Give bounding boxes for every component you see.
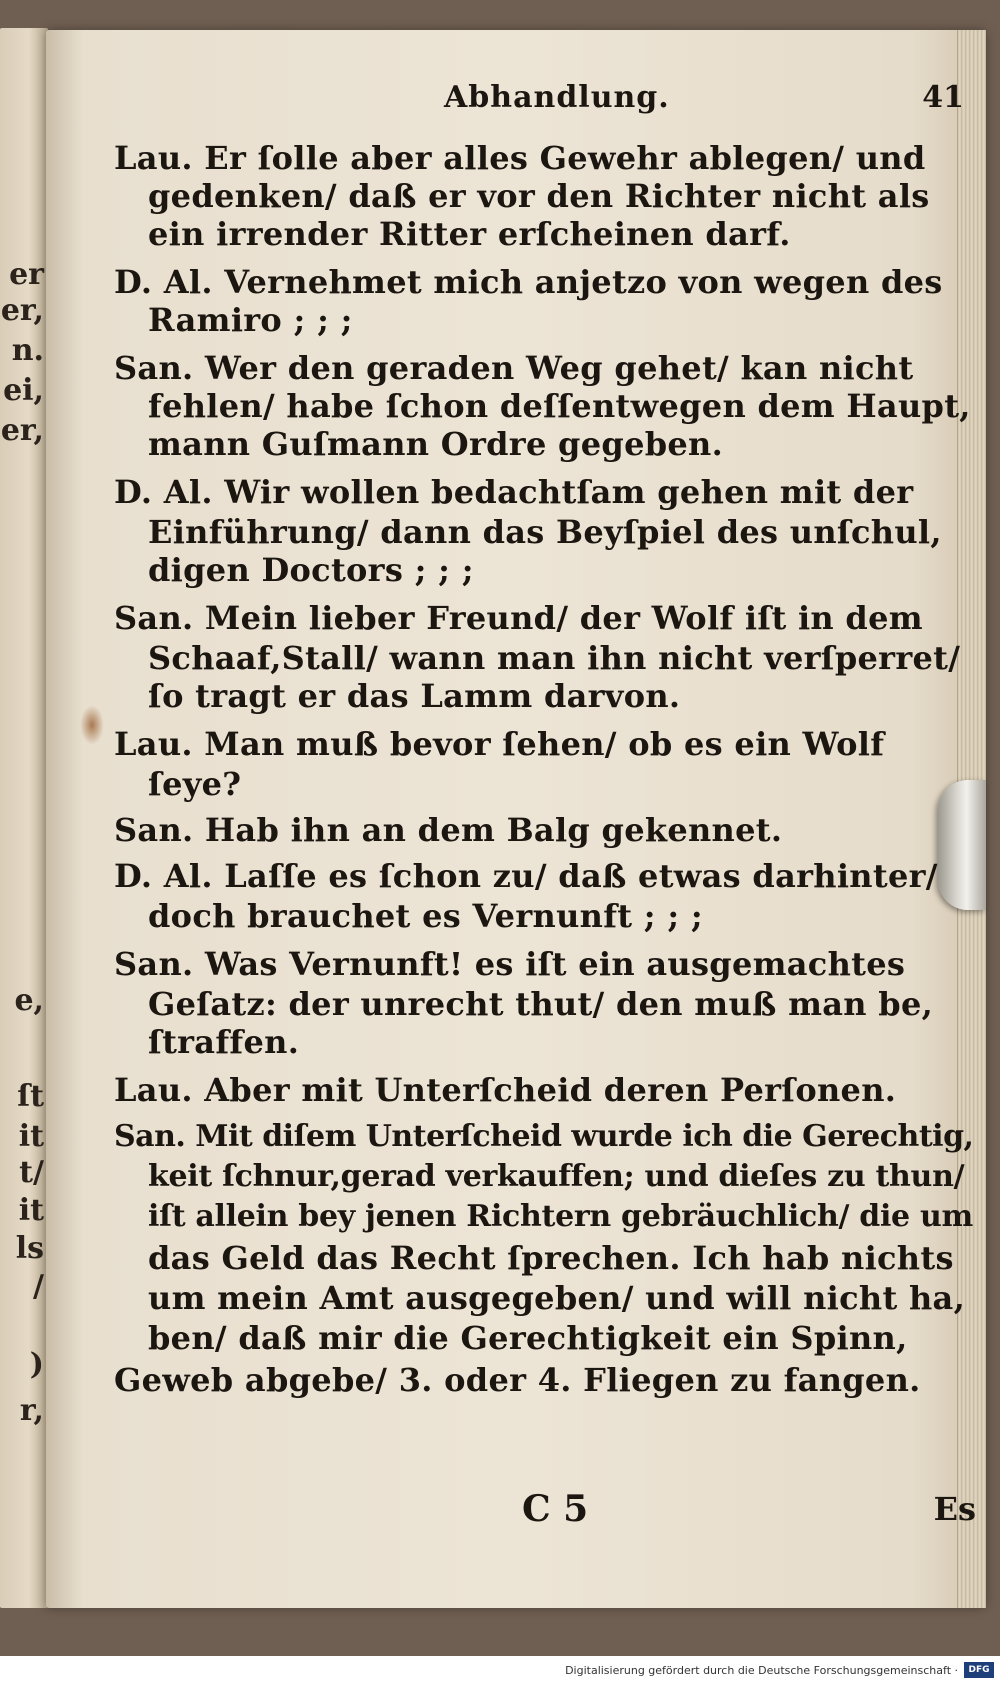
- left-fragment: t/: [19, 1155, 44, 1190]
- text-line: Lau. Er ſolle aber alles Gewehr ablegen/ und: [114, 139, 926, 177]
- text-line: San. Hab ihn an dem Balg gekennet.: [114, 811, 783, 849]
- text-line: D. Al. Vernehmet mich anjetzo von wegen des: [114, 263, 943, 301]
- text-line: Geſatz: der unrecht thut/ den muß man be,: [148, 985, 934, 1023]
- left-fragment: ): [29, 1347, 44, 1382]
- text-line: San. Mein lieber Freund/ der Wolf iſt in dem: [114, 599, 923, 637]
- text-line: das Geld das Recht ſprechen. Ich hab nichts: [148, 1239, 954, 1277]
- left-page-edge: [0, 28, 48, 1608]
- page-clip: [938, 780, 986, 910]
- left-fragment: it: [18, 1193, 44, 1228]
- dfg-logo-icon: DFG: [964, 1662, 994, 1678]
- text-line: ſeye?: [148, 765, 242, 803]
- text-line: San. Mit diſem Unterſcheid wurde ich die Gerechtig,: [114, 1119, 974, 1154]
- footer: [0, 1656, 1000, 1688]
- left-fragment: er,: [0, 293, 44, 328]
- text-line: doch brauchet es Vernunft ; ; ;: [148, 897, 704, 935]
- catchword: Es: [933, 1490, 976, 1528]
- left-fragment: ſt: [17, 1079, 44, 1114]
- text-line: mann Guſmann Ordre gegeben.: [148, 425, 724, 463]
- left-fragment: e,: [14, 983, 44, 1018]
- running-header: [114, 80, 984, 130]
- signature-mark: C 5: [522, 1488, 589, 1530]
- left-fragment: ei,: [3, 373, 44, 408]
- text-line: keit ſchnur,gerad verkauffen; und dieſes zu thun/: [148, 1159, 965, 1194]
- text-line: ſo tragt er das Lamm darvon.: [148, 677, 681, 715]
- text-line: digen Doctors ; ; ;: [148, 551, 474, 589]
- text-line: um mein Amt ausgegeben/ und will nicht ha,: [148, 1279, 966, 1317]
- page-number: 41: [922, 80, 964, 115]
- text-line: Einführung/ dann das Beyſpiel des unſchul,: [148, 513, 942, 551]
- text-line: ſtraffen.: [148, 1023, 300, 1061]
- text-line: San. Wer den geraden Weg gehet/ kan nicht: [114, 349, 914, 387]
- left-fragment: it: [18, 1119, 44, 1154]
- left-fragment: n.: [11, 333, 44, 368]
- paper-stain: [80, 705, 104, 745]
- left-fragment: er: [9, 257, 44, 292]
- text-line: fehlen/ habe ſchon deſſentwegen dem Haupt,: [148, 387, 971, 425]
- left-fragment: /: [33, 1269, 44, 1304]
- text-line: Schaaf,Stall/ wann man ihn nicht verſperret/: [148, 639, 961, 677]
- text-line: San. Was Vernunft! es iſt ein ausgemachtes: [114, 945, 906, 983]
- book-page: [46, 30, 986, 1608]
- text-line: Lau. Aber mit Unterſcheid deren Perſonen.: [114, 1071, 897, 1109]
- left-fragment: r,: [19, 1393, 44, 1428]
- text-line: iſt allein bey jenen Richtern gebräuchlich/ die um: [148, 1199, 973, 1234]
- text-line: ein irrender Ritter erſcheinen darf.: [148, 215, 791, 253]
- text-line: D. Al. Wir wollen bedachtſam gehen mit der: [114, 473, 914, 511]
- footer-credit: Digitalisierung gefördert durch die Deutsche Forschungsgemeinschaft ·: [565, 1664, 958, 1677]
- text-line: Geweb abgebe/ 3. oder 4. Fliegen zu fangen.: [114, 1361, 921, 1399]
- text-line: D. Al. Laſſe es ſchon zu/ daß etwas darhinter/: [114, 857, 938, 895]
- header-title: Abhandlung.: [444, 80, 670, 115]
- text-line: Lau. Man muß bevor ſehen/ ob es ein Wolf: [114, 725, 885, 763]
- text-line: Ramiro ; ; ;: [148, 301, 353, 339]
- text-line: gedenken/ daß er vor den Richter nicht als: [148, 177, 930, 215]
- left-fragment: er,: [0, 413, 44, 448]
- left-fragment: ls: [15, 1231, 44, 1266]
- text-line: ben/ daß mir die Gerechtigkeit ein Spinn,: [148, 1319, 908, 1357]
